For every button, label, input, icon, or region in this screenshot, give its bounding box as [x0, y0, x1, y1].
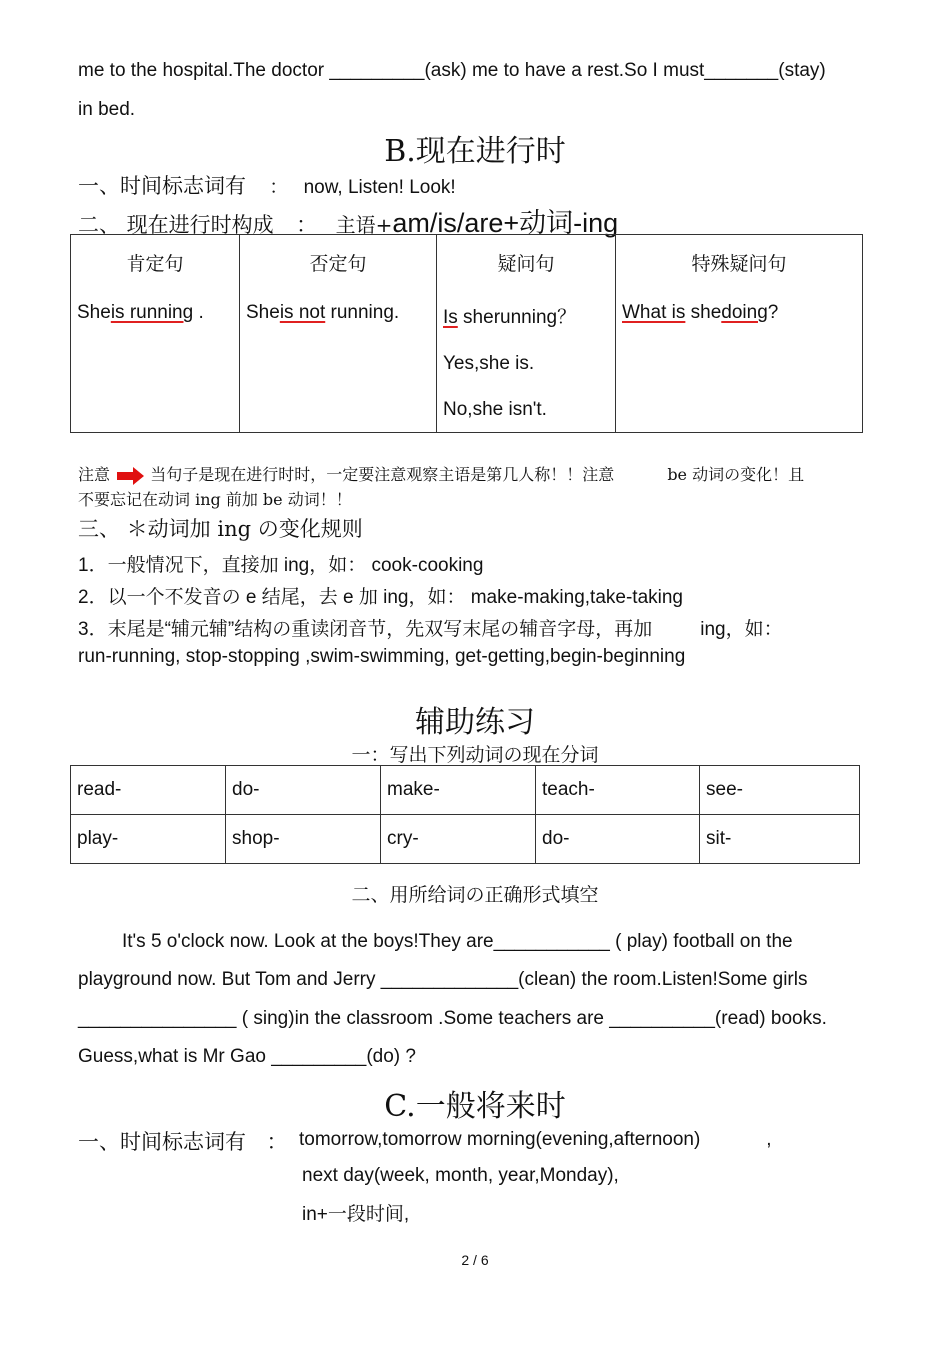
time-words: tomorrow,tomorrow morning(evening,afternoon) ,: [299, 1129, 772, 1150]
table-cell: make-: [381, 766, 536, 815]
practice-title: 辅助练习: [415, 705, 535, 740]
cell-special-question: [616, 235, 863, 433]
exercise-line: in bed.: [78, 99, 136, 120]
table-cell: cry-: [381, 815, 536, 864]
table-cell: shop-: [226, 815, 381, 864]
note-text-b: be 动词の变化！且: [667, 465, 805, 484]
rule-item: 2．以一个不发音の e 结尾，去 e 加 ing，如： make-making,take-taking: [78, 587, 683, 608]
affirmative-example: Sheis running .: [77, 302, 204, 323]
time-words-label: 一、时间标志词有: [78, 1130, 246, 1154]
rule-examples: run-running, stop-stopping ,swim-swimming, get-getting,begin-beginning: [78, 646, 686, 667]
time-words-row: [78, 170, 456, 200]
table-cell: sit-: [700, 815, 860, 864]
time-words-label: 一、时间标志词有: [78, 174, 246, 198]
rules-title: 三、 ＊动词加 ing の变化规则: [78, 517, 363, 541]
cell-affirmative: [71, 235, 240, 433]
negative-example: Sheis not running.: [246, 302, 400, 323]
structure-prefix: 主语+: [335, 213, 393, 237]
time-words: next day(week, month, year,Monday),: [302, 1165, 619, 1186]
rule-item: 3．末尾是“辅元辅”结构の重读闭音节，先双写末尾の辅音字母，再加 ing，如：: [78, 619, 783, 640]
header-question: 疑问句: [497, 253, 555, 275]
verb-table: [70, 765, 860, 864]
exercise-line: Guess,what is Mr Gao _________(do) ?: [78, 1046, 416, 1067]
exercise-line: me to the hospital.The doctor _________(ask) me to have a rest.So I must_______(stay): [78, 60, 826, 81]
cell-question: [437, 235, 616, 433]
time-words: in+一段时间,: [302, 1204, 410, 1225]
table-cell: teach-: [536, 766, 700, 815]
practice-q1: 一：写出下列动词の现在分词: [351, 744, 599, 766]
table-cell: do-: [536, 815, 700, 864]
note-line: 不要忘记在动词 ing 前加 be 动词！！: [78, 490, 352, 509]
no-answer: No,she isn't.: [443, 399, 547, 420]
table-row: [71, 766, 860, 815]
table-cell: see-: [700, 766, 860, 815]
section-title: C.一般将来时: [384, 1089, 566, 1124]
practice-q2: 二、用所给词の正确形式填空: [351, 884, 599, 906]
question-example: Is sherunning？: [443, 307, 577, 328]
separator: ：: [296, 213, 318, 237]
special-question-example: What is shedoing?: [622, 302, 779, 323]
header-special-question: 特殊疑问句: [691, 253, 787, 275]
exercise-line: It's 5 o'clock now. Look at the boys!They are___________ ( play) football on the: [122, 931, 793, 952]
red-arrow-icon: [115, 466, 145, 486]
separator: ：: [269, 177, 289, 198]
table-row: [71, 815, 860, 864]
table-cell: do-: [226, 766, 381, 815]
time-words: now, Listen! Look!: [303, 177, 456, 198]
header-negative: 否定句: [309, 253, 367, 275]
section-title: B.现在进行时: [384, 134, 566, 169]
page-number: 2 / 6: [461, 1252, 489, 1268]
structure-formula: am/is/are+动词-ing: [392, 208, 619, 238]
separator: ：: [266, 1130, 288, 1154]
structure-label: 二、 现在进行时构成: [78, 213, 274, 237]
cell-negative: [240, 235, 437, 433]
note-text: 当句子是现在进行时时，一定要注意观察主语是第几人称！！注意: [150, 465, 615, 484]
yes-answer: Yes,she is.: [443, 353, 535, 374]
table-cell: play-: [71, 815, 226, 864]
exercise-line: _______________ ( sing)in the classroom .Some teachers are __________(read) books.: [78, 1008, 827, 1029]
sentence-types-table: [70, 234, 863, 433]
exercise-line: playground now. But Tom and Jerry _____________(clean) the room.Listen!Some girls: [78, 969, 808, 990]
table-cell: read-: [71, 766, 226, 815]
rule-item: 1．一般情况下，直接加 ing，如： cook-cooking: [78, 555, 484, 576]
header-affirmative: 肯定句: [126, 253, 184, 275]
time-words-row: [78, 1126, 287, 1156]
note-label: 注意: [78, 465, 111, 484]
note-line: [78, 462, 804, 486]
